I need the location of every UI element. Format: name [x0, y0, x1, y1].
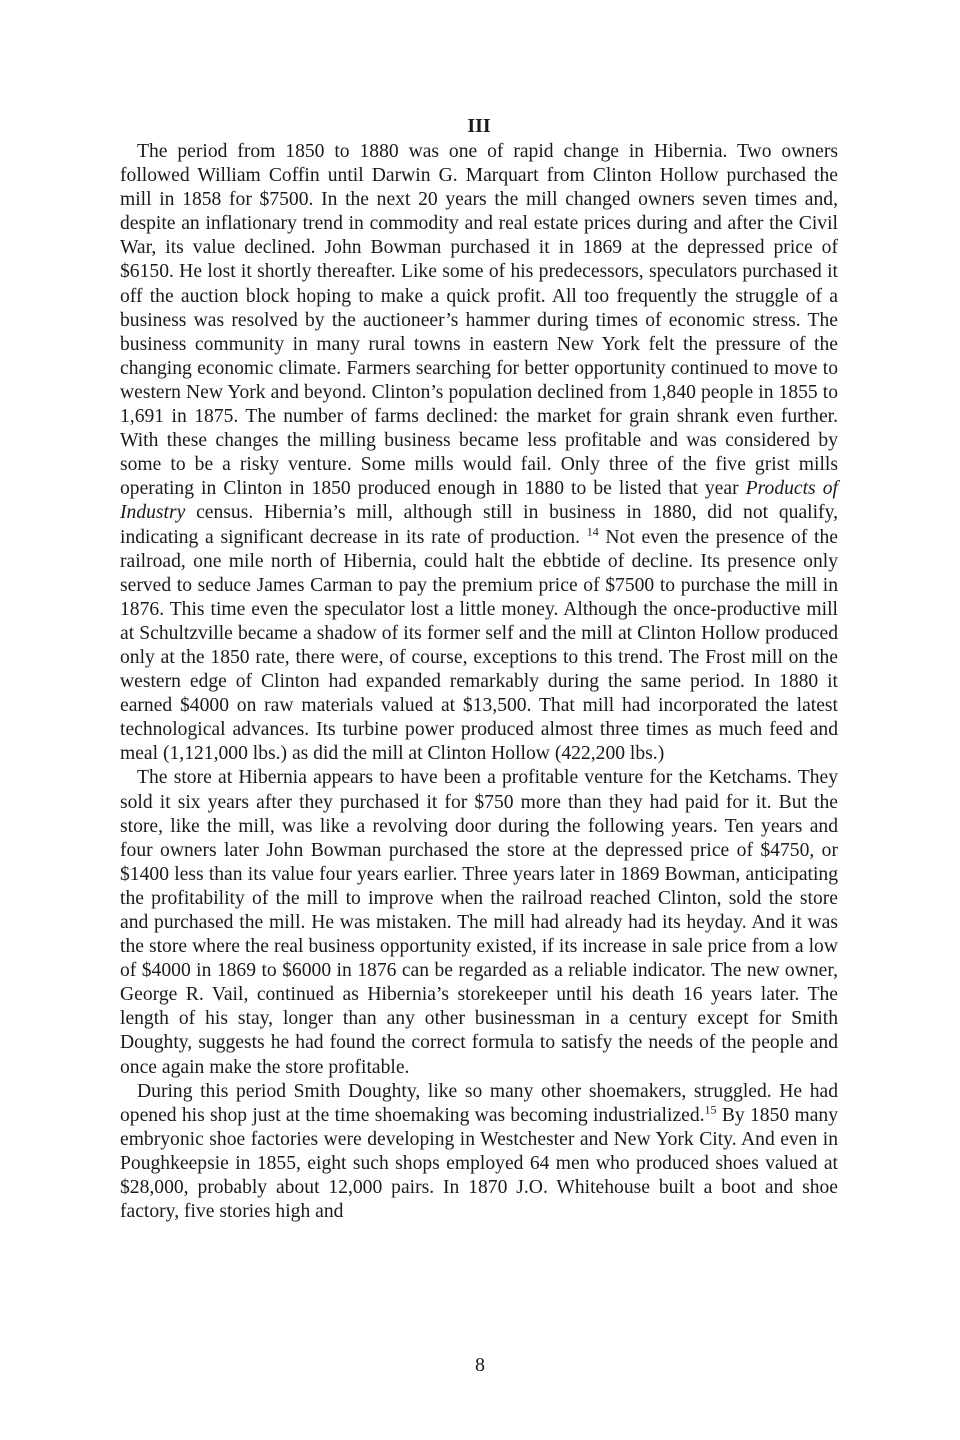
italic-title-products-of-industry: Products of Industry — [120, 478, 838, 524]
footnote-marker: 14 — [586, 523, 599, 538]
page-number: 8 — [475, 1354, 485, 1376]
paragraph-text: The period from 1850 to 1880 was one of rapid change in Hibernia. Two owners followed William Coffin until Darwin G. Marquart from Clinton Hollow purchased the mill in 1858 for $7500. In the next 20 years the mill changed owners seven times and, despite an inflationary trend in commodity and real estate prices during and after the Civil War, its value declined. John Bowman purchased it in 1869 at the depressed price of $6150. He lost it shortly thereafter. Like some of his predecessors, speculators purchased it off the auction block hoping to make a quick profit. All too frequently the struggle of a business was resolved by the auctioneer’s hammer during times of economic stress. The business community in many rural towns in eastern New York felt the pressure of the changing economic climate. Farmers searching for better opportunity continued to move to western New York and beyond. Clinton’s population declined from 1,840 people in 1855 to 1,691 in 1875. The number of farms declined: the market for grain shrank even further. With these changes the milling business became less profitable and was considered by some to be a risky venture. Some mills would fail. Only three of the five grist mills operating in Clinton in 1850 produced enough in 1880 to be listed that year — [120, 141, 838, 500]
paragraph-text: Not even the presence of the railroad, one mile north of Hibernia, could halt the ebbtide of decline. Its presence only served to seduce James Carman to pay the premium price of $7500 to purchase the mill in 1876. This time even the speculator lost a little money. Although the once-productive mill at Schultzville became a shadow of its former self and the mill at Clinton Hollow produced only at the 1850 rate, there were, of course, exceptions to this trend. The Frost mill on the western edge of Clinton had expanded remarkably during the same period. In 1880 it earned $4000 on raw materials valued at $13,500. That mill had incorporated the latest technological advances. Its turbine power produced almost three times as much feed and meal (1,121,000 lbs.) as did the mill at Clinton Hollow (422,200 lbs.) — [120, 526, 838, 765]
paragraph-store-history: The store at Hibernia appears to have been a profitable venture for the Ketchams. They sold it six years after they purchased it for $750 more than they had paid for it. But the store, like the mill, was like a revolving door during the following years. Ten years and four owners later John Bowman purchased the store at the depressed price of $4750, or $1400 less than its value four years earlier. Three years later in 1869 Bowman, anticipating the profitability of the mill to improve when the railroad reached Clinton, sold the store and purchased the mill. He was mistaken. The mill had already had its heyday. And it was the store where the real business opportunity existed, if its increase in sale price from a low of $4000 in 1869 to $6000 in 1876 can be regarded as a reliable indicator. The new owner, George R. Vail, continued as Hibernia’s storekeeper until his death 16 years later. The length of his stay, longer than any other businessman in a century except for Smith Doughty, suggests he had found the correct formula to satisfy the needs of the people and once again make the store profitable. — [120, 767, 838, 1078]
paragraph-shoemaking — [120, 1080, 838, 1225]
footnote-marker: 15 — [704, 1102, 717, 1117]
page-body — [120, 112, 838, 1224]
paragraph-mill-history — [120, 140, 838, 766]
paragraph-text: During this period Smith Doughty, like so many other shoemakers, struggled. He had opened his shop just at the time shoemaking was becoming industrialized. — [120, 1080, 838, 1126]
paragraph-text: census. Hibernia’s mill, although still in business in 1880, did not qualify, indicating a significant decrease in its rate of production. — [120, 502, 838, 548]
section-heading: III — [467, 115, 491, 137]
paragraph-text: By 1850 many embryonic shoe factories were developing in Westchester and New York City. And even in Poughkeepsie in 1855, eight such shops employed 64 men who produced shoes valued at $28,000, probably about 12,000 pairs. In 1870 J.O. Whitehouse built a boot and shoe factory, five stories high and — [120, 1104, 838, 1223]
